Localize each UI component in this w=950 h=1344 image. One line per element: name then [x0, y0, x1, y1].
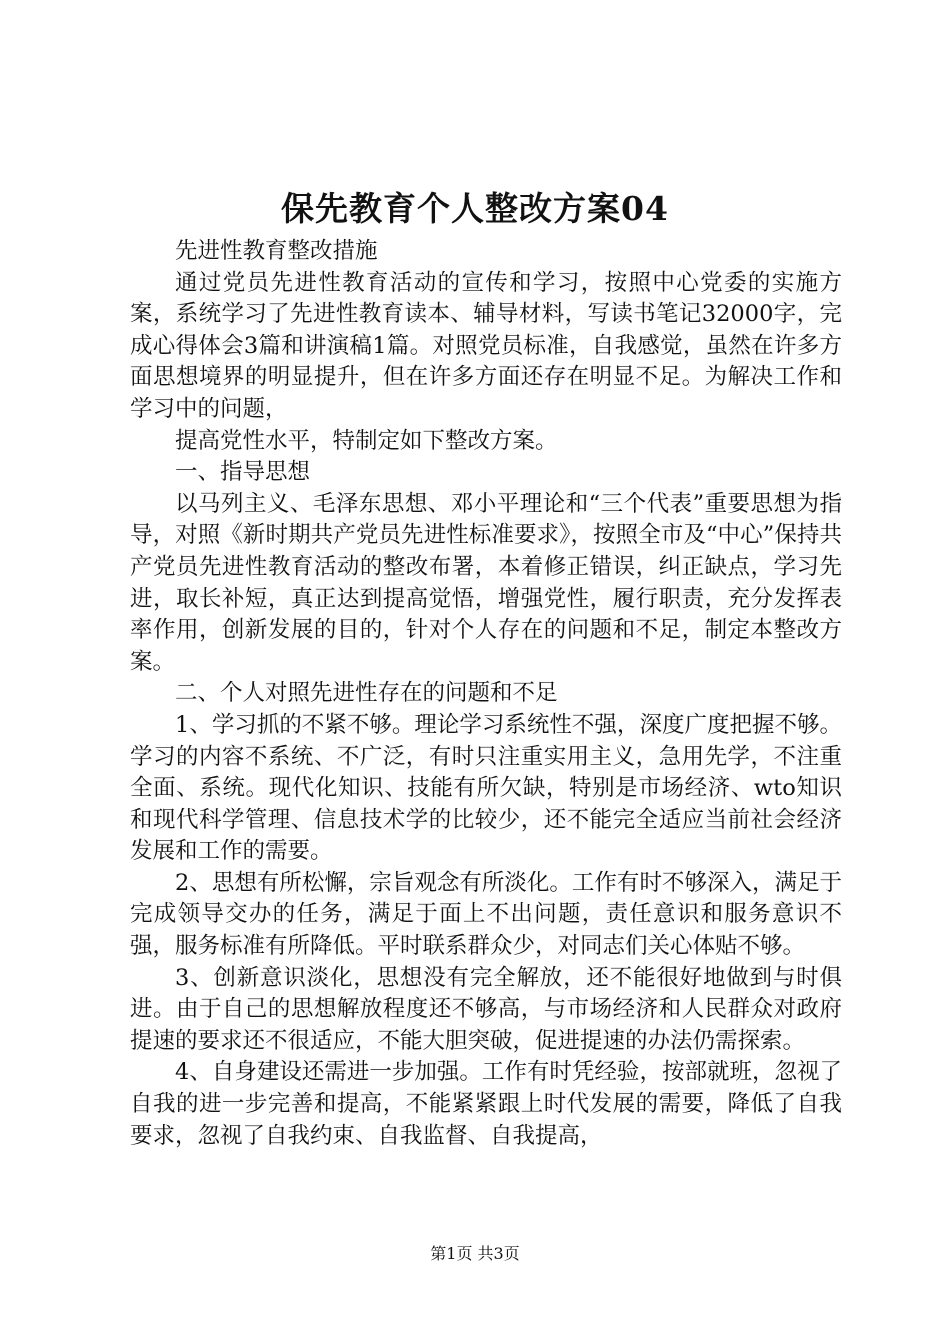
- body-paragraph: 提高党性水平，特制定如下整改方案。: [175, 427, 558, 454]
- list-item: 3、创新意识淡化，思想没有完全解放，还不能很好地做到与时俱进。由于自己的思想解放程度还不够高，与市场经济和人民群众对政府提速的要求还不很适应，不能大胆突破，促进提速的办法仍需探索。: [130, 964, 842, 1054]
- section-heading: 一、指导思想: [175, 459, 311, 486]
- list-item: 4、自身建设还需进一步加强。工作有时凭经验，按部就班，忽视了自我的进一步完善和提高，不能紧紧跟上时代发展的需要，降低了自我要求，忽视了自我约束、自我监督、自我提高，: [130, 1059, 842, 1149]
- body-paragraph: 通过党员先进性教育活动的宣传和学习，按照中心党委的实施方案，系统学习了先进性教育读本、辅导材料，写读书笔记32000字，完成心得体会3篇和讲演稿1篇。对照党员标准，自我感觉，虽然在许多方面思想境界的明显提升，但在许多方面还存在明显不足。为解决工作和学习中的问题，: [130, 269, 842, 422]
- list-item: 1、学习抓的不紧不够。理论学习系统性不强，深度广度把握不够。学习的内容不系统、不广泛，有时只注重实用主义，急用先学，不注重全面、系统。现代化知识、技能有所欠缺，特别是市场经济、wto知识和现代科学管理、信息技术学的比较少，还不能完全适应当前社会经济发展和工作的需要。: [130, 711, 842, 865]
- section-heading: 二、个人对照先进性存在的问题和不足: [175, 680, 558, 707]
- list-item: 2、思想有所松懈，宗旨观念有所淡化。工作有时不够深入，满足于完成领导交办的任务，满足于面上不出问题，责任意识和服务意识不强，服务标准有所降低。平时联系群众少，对同志们关心体贴不够。: [130, 869, 842, 960]
- section-heading: 先进性教育整改措施: [175, 238, 378, 264]
- document-title: 保先教育个人整改方案04: [281, 189, 669, 228]
- document-body: [130, 236, 842, 1152]
- page-footer: 第1页 共3页: [430, 1244, 520, 1263]
- body-paragraph: 以马列主义、毛泽东思想、邓小平理论和“三个代表”重要思想为指导，对照《新时期共产党员先进性标准要求》，按照全市及“中心”保持共产党员先进性教育活动的整改布署，本着修正错误，纠正缺点，学习先进，取长补短，真正达到提高觉悟，增强党性，履行职责，充分发挥表率作用，创新发展的目的，针对个人存在的问题和不足，制定本整改方案。: [130, 490, 842, 675]
